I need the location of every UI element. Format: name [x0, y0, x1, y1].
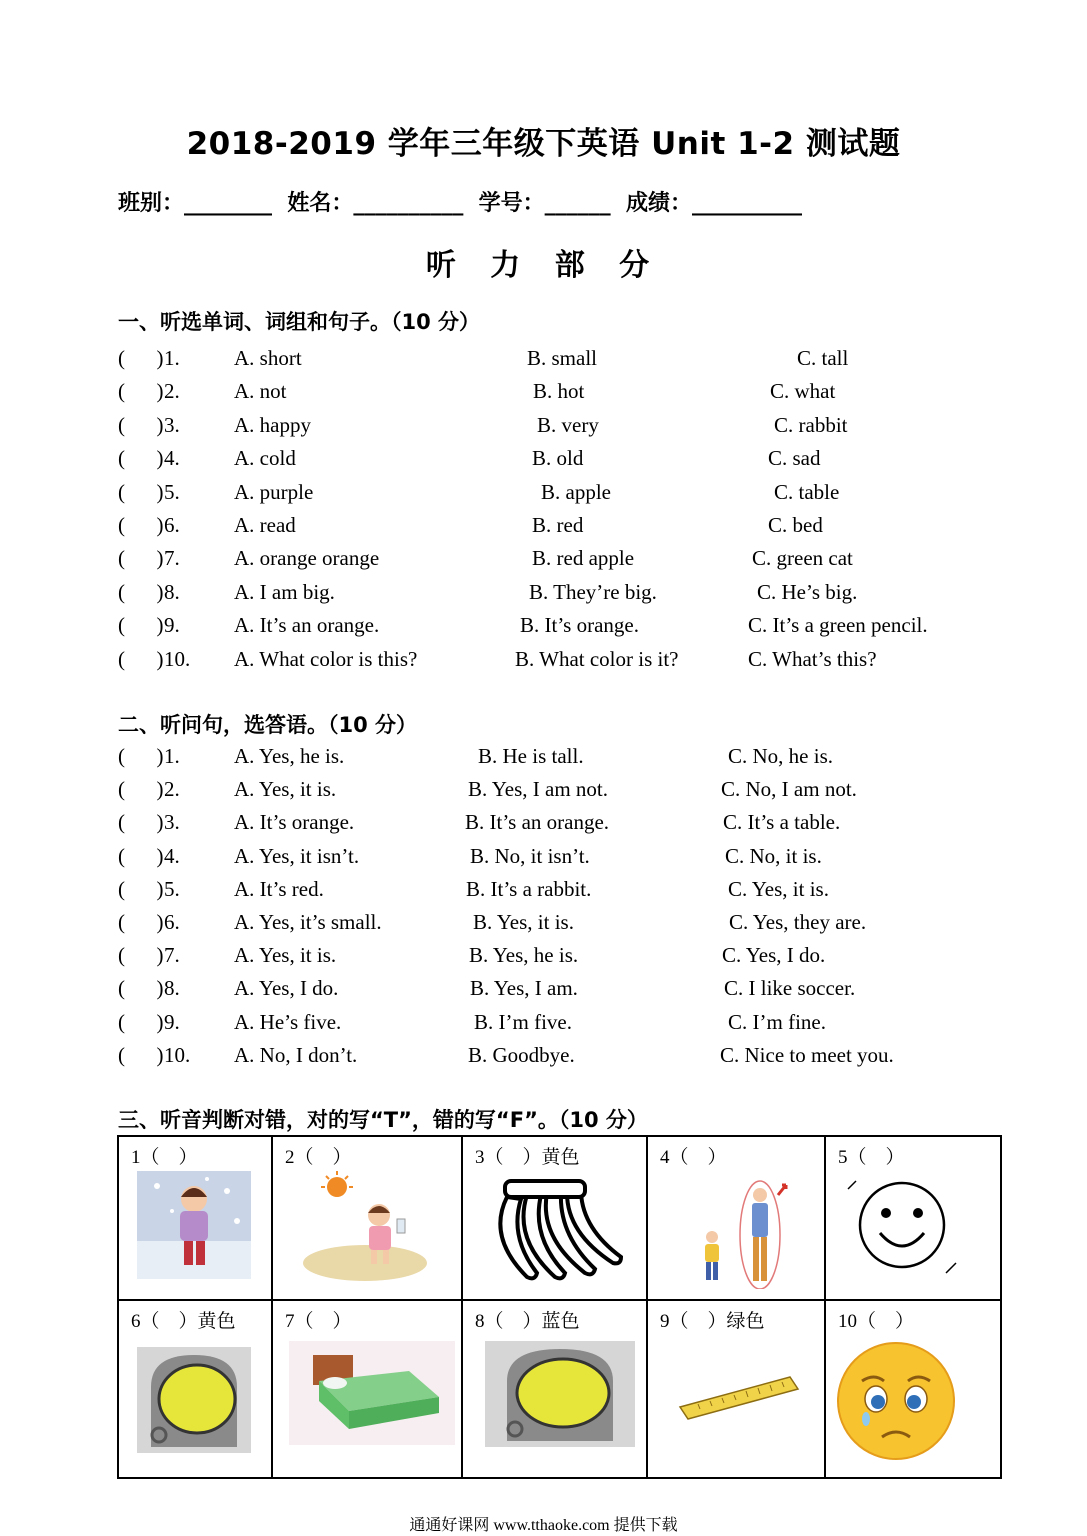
option-c: C. He’s big. [757, 579, 858, 604]
option-a: A. No, I don’t. [234, 1042, 358, 1067]
question-row [118, 446, 1018, 476]
question-number: 5. [164, 876, 180, 901]
picture-cell [462, 1136, 647, 1300]
question-number: 10. [164, 646, 191, 671]
option-b: B. red apple [532, 546, 635, 571]
option-b: B. Yes, I am not. [468, 777, 609, 802]
question-number: 6. [164, 513, 180, 537]
option-c: C. It’s a table. [723, 810, 841, 835]
picture-cell [462, 1300, 647, 1478]
answer-blank: ( ) [118, 1009, 164, 1034]
bananas-icon [487, 1177, 627, 1285]
question-row [118, 943, 1018, 973]
question-number: 7. [164, 546, 180, 571]
option-b: B. old [532, 446, 584, 471]
cell-label: 10（ ） [838, 1311, 915, 1332]
part2-heading: 二、听问句，选答语。（10 分） [118, 713, 418, 737]
option-a: A. I am big. [234, 579, 335, 604]
question-number: 9. [164, 1009, 180, 1034]
part1-heading: 一、听选单词、词组和句子。（10 分） [118, 310, 481, 334]
option-b: B. Yes, it is. [473, 910, 574, 934]
picture-cell [118, 1300, 272, 1478]
picture-cell [647, 1300, 825, 1478]
footer-credit: 通通好课网 www.tthaoke.com 提供下载 [409, 1517, 678, 1534]
option-c: C. bed [768, 513, 823, 537]
tall-short-icon [690, 1177, 800, 1289]
question-row [118, 877, 1018, 907]
picture-grid [117, 1135, 1002, 1479]
question-number: 4. [164, 446, 180, 471]
question-number: 8. [164, 976, 180, 1001]
option-a: A. Yes, it isn’t. [234, 843, 360, 868]
answer-blank: ( ) [118, 379, 164, 404]
answer-blank: ( ) [118, 1042, 164, 1067]
option-b: B. Yes, I am. [470, 976, 578, 1001]
section-title: 听 力 部 分 [425, 248, 662, 283]
sad-face-icon [836, 1337, 956, 1465]
bed-icon [289, 1341, 455, 1445]
question-row [118, 379, 1018, 409]
option-a: A. orange orange [234, 546, 380, 571]
question-row [118, 480, 1018, 510]
question-row [118, 580, 1018, 610]
cell-label: 2（ ） [285, 1147, 352, 1168]
option-b: B. very [537, 412, 599, 437]
option-c: C. It’s a green pencil. [748, 613, 928, 638]
option-a: A. cold [234, 446, 296, 471]
answer-blank: ( ) [118, 412, 164, 437]
option-a: A. Yes, he is. [234, 744, 345, 768]
option-a: A. read [234, 513, 296, 537]
option-b: B. red [532, 513, 584, 537]
question-row [118, 413, 1018, 443]
option-c: C. green cat [752, 546, 853, 571]
option-c: C. Yes, I do. [722, 943, 826, 968]
question-row [118, 844, 1018, 874]
answer-blank: ( ) [118, 546, 164, 571]
option-b: B. apple [541, 479, 611, 504]
option-b: B. Yes, he is. [469, 943, 579, 968]
answer-blank: ( ) [118, 976, 164, 1001]
option-a: A. Yes, it is. [234, 943, 337, 968]
option-a: A. Yes, it is. [234, 777, 337, 802]
answer-blank: ( ) [118, 910, 164, 934]
option-a: A. It’s red. [234, 876, 324, 901]
ruler-icon [678, 1371, 802, 1427]
answer-blank: ( ) [118, 777, 164, 802]
question-row [118, 513, 1018, 543]
hot-girl-icon [301, 1171, 435, 1283]
page-title: 2018-2019 学年三年级下英语 Unit 1-2 测试题 [186, 126, 901, 162]
cell-label: 8（ ）蓝色 [475, 1311, 580, 1332]
lemon-icon [485, 1341, 635, 1447]
cell-label: 5（ ） [838, 1147, 905, 1168]
picture-cell [647, 1136, 825, 1300]
option-b: B. They’re big. [529, 579, 657, 604]
answer-blank: ( ) [118, 943, 164, 968]
option-b: B. It’s a rabbit. [466, 876, 592, 901]
question-number: 8. [164, 579, 180, 604]
answer-blank: ( ) [118, 646, 164, 671]
cell-label: 7（ ） [285, 1311, 352, 1332]
cell-label: 4（ ） [660, 1147, 727, 1168]
student-info-line: 班别：________ 姓名：__________ 学号：______ 成绩：__________ [118, 191, 802, 216]
option-a: A. Yes, it’s small. [234, 910, 382, 934]
question-row [118, 810, 1018, 840]
picture-cell [272, 1300, 462, 1478]
question-row [118, 647, 1018, 677]
answer-blank: ( ) [118, 579, 164, 604]
question-row [118, 613, 1018, 643]
answer-blank: ( ) [118, 843, 164, 868]
answer-blank: ( ) [118, 744, 164, 768]
question-number: 7. [164, 943, 180, 968]
picture-cell [272, 1136, 462, 1300]
question-number: 6. [164, 910, 180, 934]
option-a: A. happy [234, 412, 311, 437]
question-number: 10. [164, 1042, 191, 1067]
question-row [118, 1010, 1018, 1040]
option-b: B. Goodbye. [468, 1042, 575, 1067]
option-b: B. It’s orange. [520, 613, 639, 638]
part3-heading: 三、听音判断对错，对的写“T”，错的写“F”。（10 分） [118, 1108, 648, 1132]
cell-label: 1（ ） [131, 1147, 198, 1168]
answer-blank: ( ) [118, 810, 164, 835]
question-row [118, 546, 1018, 576]
option-c: C. I’m fine. [728, 1009, 826, 1034]
question-number: 1. [164, 346, 180, 370]
option-c: C. No, it is. [725, 843, 822, 868]
option-c: C. rabbit [774, 412, 848, 437]
option-c: C. What’s this? [748, 646, 877, 671]
cell-label: 3（ ）黄色 [475, 1147, 580, 1168]
option-b: B. small [527, 346, 598, 370]
option-c: C. Yes, they are. [729, 910, 867, 934]
option-c: C. tall [797, 346, 849, 370]
picture-cell [118, 1136, 272, 1300]
cold-girl-icon [137, 1171, 251, 1279]
option-a: A. short [234, 346, 302, 370]
option-b: B. He is tall. [478, 744, 584, 768]
smiley-icon [842, 1173, 962, 1281]
option-a: A. It’s an orange. [234, 613, 380, 638]
option-b: B. It’s an orange. [465, 810, 610, 835]
option-b: B. hot [533, 379, 585, 404]
option-c: C. No, I am not. [721, 777, 857, 802]
option-a: A. not [234, 379, 287, 404]
picture-row [118, 1300, 1001, 1478]
answer-blank: ( ) [118, 446, 164, 471]
option-b: B. I’m five. [474, 1009, 572, 1034]
picture-cell [825, 1136, 1001, 1300]
option-b: B. What color is it? [515, 646, 679, 671]
answer-blank: ( ) [118, 479, 164, 504]
answer-blank: ( ) [118, 613, 164, 638]
question-number: 9. [164, 613, 180, 638]
answer-blank: ( ) [118, 513, 164, 537]
question-number: 3. [164, 810, 180, 835]
option-a: A. purple [234, 479, 314, 504]
option-a: A. It’s orange. [234, 810, 355, 835]
answer-blank: ( ) [118, 346, 164, 370]
cell-label: 6（ ）黄色 [131, 1311, 236, 1332]
option-c: C. what [770, 379, 836, 404]
option-b: B. No, it isn’t. [470, 843, 590, 868]
picture-cell [825, 1300, 1001, 1478]
option-c: C. I like soccer. [724, 976, 856, 1001]
question-number: 4. [164, 843, 180, 868]
question-number: 2. [164, 379, 180, 404]
picture-row [118, 1136, 1001, 1300]
option-c: C. Yes, it is. [728, 876, 829, 901]
cell-label: 9（ ）绿色 [660, 1311, 765, 1332]
option-c: C. No, he is. [728, 744, 833, 768]
option-a: A. He’s five. [234, 1009, 342, 1034]
question-number: 2. [164, 777, 180, 802]
question-row [118, 777, 1018, 807]
question-row [118, 910, 1018, 940]
question-number: 1. [164, 744, 180, 768]
option-c: C. sad [768, 446, 821, 471]
option-a: A. Yes, I do. [234, 976, 339, 1001]
question-row [118, 976, 1018, 1006]
question-number: 3. [164, 412, 180, 437]
question-row [118, 744, 1018, 774]
lemon-icon [137, 1347, 251, 1453]
question-row [118, 1043, 1018, 1073]
question-number: 5. [164, 479, 180, 504]
question-row [118, 346, 1018, 376]
option-a: A. What color is this? [234, 646, 418, 671]
option-c: C. table [774, 479, 840, 504]
answer-blank: ( ) [118, 876, 164, 901]
option-c: C. Nice to meet you. [720, 1042, 894, 1067]
